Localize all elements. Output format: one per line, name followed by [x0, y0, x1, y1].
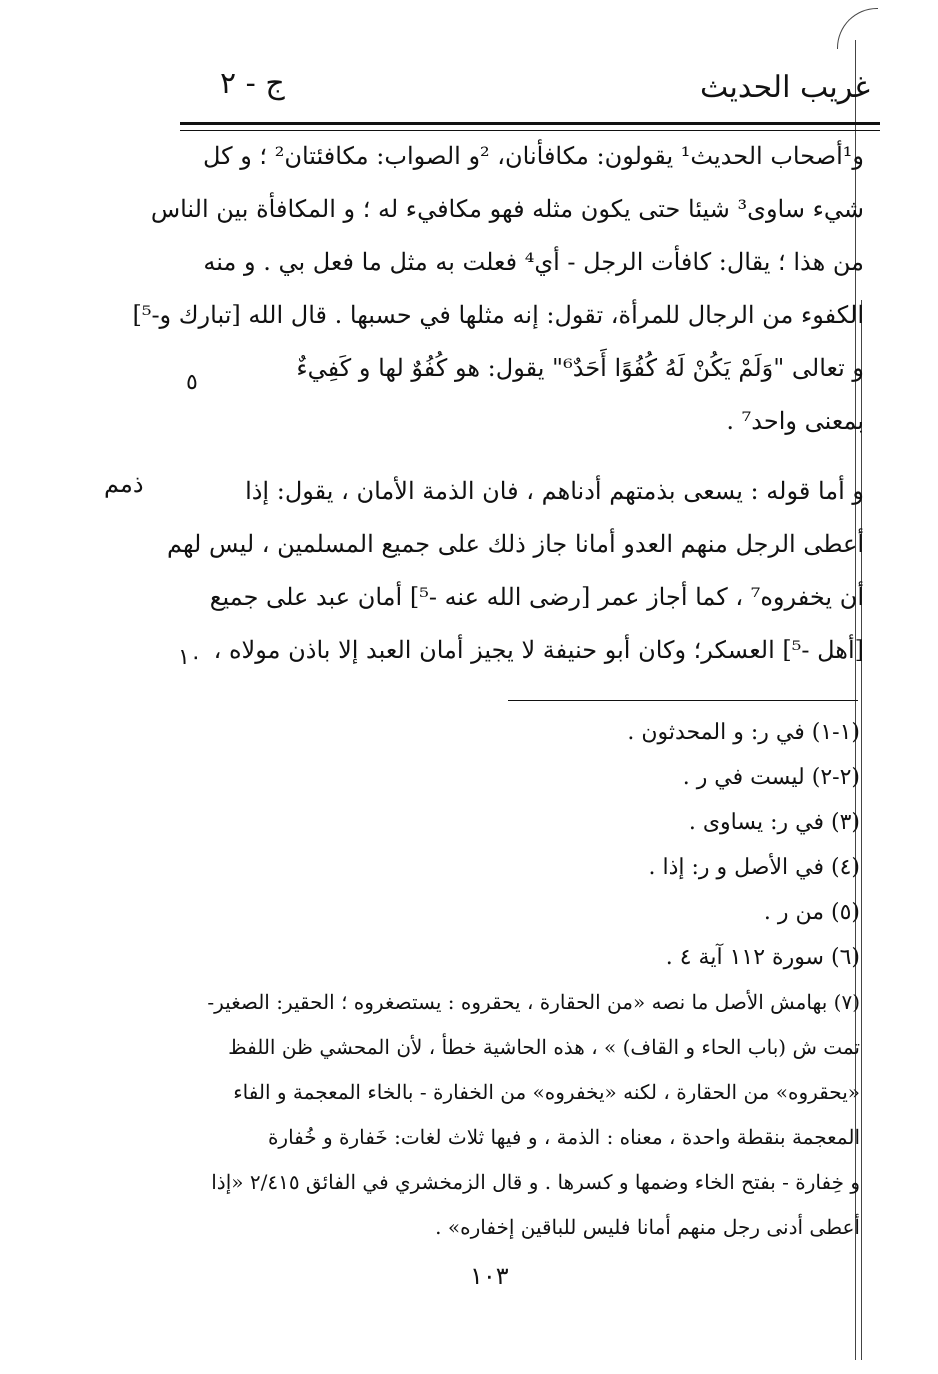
- text-line: و أما قوله : يسعى بذمتهم أدناهم ، فان الذمة الأمان ، يقول: إذا: [245, 477, 864, 505]
- page-number: ١٠٣: [470, 1262, 509, 1290]
- page-edge-line-inner: [861, 300, 862, 1360]
- text-line: من هذا ؛ يقال: كافأت الرجل - أي⁴ فعلت به مثل ما فعل بي . و منه: [203, 248, 864, 276]
- header-rule-thick: [180, 122, 880, 125]
- footnote-7-line: تمت ش (باب الحاء و القاف) » ، هذه الحاشية خطأ ، لأن المحشي ظن اللفظ: [228, 1035, 860, 1059]
- footnote-7-line: المعجمة بنقطة واحدة ، معناه : الذمة ، و فيها ثلاث لغات: خَفارة و خُفارة: [267, 1125, 860, 1149]
- text-line: و تعالى "وَلَمْ يَكُنْ لَهُ كُفُوًا أَحَدٌ⁶" يقول: هو كُفُوٌ لها و كَفِيءٌ: [296, 354, 864, 382]
- footnotes: [160, 710, 860, 1250]
- footnote-7-line: أعطى أدنى رجل منهم أمانا فليس للباقين إخفاره» .: [435, 1215, 860, 1239]
- footnote-item: (٤) في الأصل و ر: إذا .: [648, 855, 860, 880]
- header-title: غريب الحديث: [700, 70, 870, 105]
- footnote-item: (١-١) في ر: و المحدثون .: [627, 720, 860, 745]
- line-number-10: ١٠: [178, 645, 202, 670]
- margin-root-word: ذمم: [104, 470, 144, 498]
- line-number-5: ٥: [186, 370, 198, 395]
- paragraph-kufu: [132, 130, 864, 448]
- text-line: الكفوء من الرجال للمرأة، تقول: إنه مثلها في حسبها . قال الله [تبارك و-⁵]: [132, 301, 864, 329]
- text-line: أن يخفروه⁷ ، كما أجاز عمر [رضى الله عنه -⁵] أمان عبد على جميع: [209, 583, 864, 611]
- footnote-7-line: «يحقروه» من الحقارة ، لكنه «يخفروه» من الخفارة - بالخاء المعجمة و الفاء: [233, 1080, 860, 1104]
- running-header: [180, 62, 870, 110]
- footnote-item: (٣) في ر: يساوى .: [688, 810, 860, 835]
- text-line: شيء ساوى³ شيئا حتى يكون مثله فهو مكافيء له ؛ و المكافأة بين الناس: [150, 195, 864, 223]
- footnote-7-line: (٧) بهامش الأصل ما نصه «من الحقارة ، يحقروه : يستصغروه ؛ الحقير: الصغير-: [207, 990, 860, 1014]
- page-edge-curve: [837, 8, 878, 49]
- footnote-rule: [508, 700, 858, 701]
- text-line: بمعنى واحد⁷ .: [726, 407, 864, 435]
- footnote-item: (٦) سورة ١١٢ آية ٤ .: [665, 945, 860, 970]
- footnote-item: (٢-٢) ليست في ر .: [682, 765, 860, 790]
- header-volume: ج - ٢: [220, 66, 285, 101]
- text-line: و¹أصحاب الحديث¹ يقولون: مكافأنان، ²و الصواب: مكافئتان² ؛ و كل: [202, 142, 864, 170]
- footnote-7-line: و خِفارة - بفتح الخاء وضمها و كسرها . و قال الزمخشري في الفائق ٢/٤١٥ «إذا: [211, 1170, 860, 1194]
- text-line: [أهل -⁵] العسكر؛ وكان أبو حنيفة لا يجيز أمان العبد إلا باذن مولاه ،: [213, 636, 864, 664]
- text-line: أعطى الرجل منهم العدو أمانا جاز ذلك على جميع المسلمين ، ليس لهم: [167, 530, 864, 558]
- footnote-item: (٥) من ر .: [763, 900, 860, 925]
- paragraph-dhimma: [167, 465, 864, 677]
